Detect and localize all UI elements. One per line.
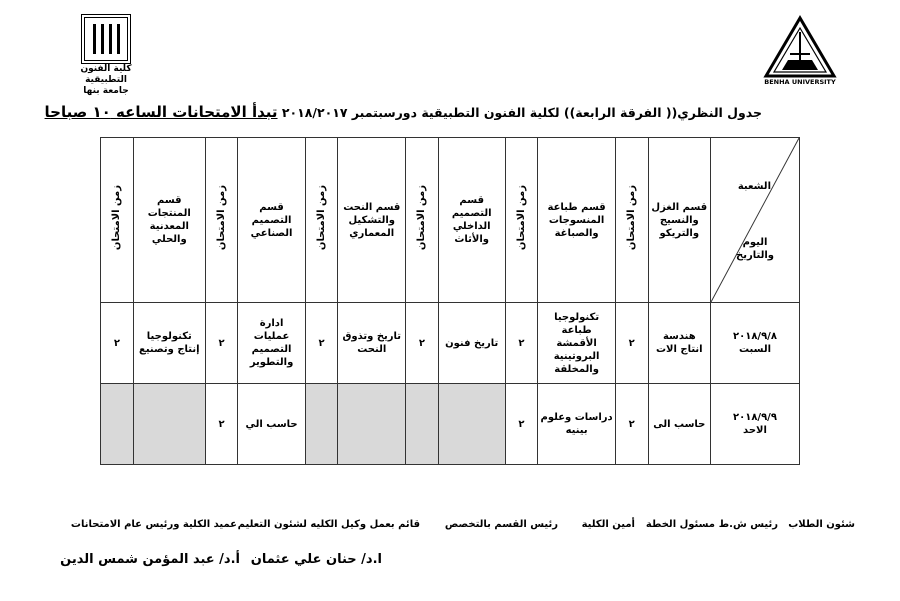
university-name: جامعة بنها xyxy=(83,86,129,96)
svg-text:BENHA UNIVERSITY: BENHA UNIVERSITY xyxy=(764,78,836,86)
dept-header: قسم التصميم الداخلي والأثاث xyxy=(438,138,505,303)
time-cell: ٢ xyxy=(615,384,648,465)
dept-header: قسم الغزل والنسيج والتريكو xyxy=(648,138,710,303)
college-emblem-icon xyxy=(81,14,131,64)
dept-header: قسم النحت والتشكيل المعماري xyxy=(338,138,406,303)
empty-cell xyxy=(438,384,505,465)
subject-cell: دراسات وعلوم بينيه xyxy=(538,384,615,465)
date-cell xyxy=(710,303,799,384)
college-name: كلية الفنون التطبيقية xyxy=(80,64,132,85)
empty-cell xyxy=(133,384,205,465)
university-logo xyxy=(760,14,840,86)
vice-dean-name: ا.د/ حنان علي عثمان xyxy=(250,552,382,567)
signature-dept-head: رئيس القسم بالتخصص xyxy=(444,519,558,530)
title-start-time: تبدأ الامتحانات الساعه ١٠ صباحا xyxy=(44,103,278,121)
date-value: ٢٠١٨/٩/٩ xyxy=(733,412,777,423)
subject-cell: حاسب الي xyxy=(238,384,305,465)
empty-cell xyxy=(406,384,439,465)
table-row xyxy=(101,303,800,384)
dept-header: قسم التصميم الصناعي xyxy=(238,138,305,303)
day-value: السبت xyxy=(738,344,771,355)
time-cell: ٢ xyxy=(101,303,134,384)
time-cell: ٢ xyxy=(305,303,338,384)
date-cell xyxy=(710,384,799,465)
empty-cell xyxy=(101,384,134,465)
exam-schedule-table xyxy=(100,137,800,465)
time-header: زمن الامتحان xyxy=(505,138,538,303)
day-date-label: اليوم والتاريخ xyxy=(736,237,774,261)
table-row xyxy=(101,384,800,465)
dean-name: أ.د/ عبد المؤمن شمس الدين xyxy=(60,552,240,567)
subject-cell: تاريخ فنون xyxy=(438,303,505,384)
signature-student-affairs: شئون الطلاب xyxy=(788,519,855,530)
signature-plan-officer: مسئول الخطة xyxy=(645,519,715,530)
dept-header: قسم المنتجات المعدنية والحلي xyxy=(133,138,205,303)
division-label: الشعبة xyxy=(737,181,771,192)
time-cell: ٢ xyxy=(505,303,538,384)
date-value: ٢٠١٨/٩/٨ xyxy=(733,331,777,342)
time-cell: ٢ xyxy=(205,384,238,465)
subject-cell: تكنولوجيا طباعة الأقمشة البروتينية والمخلقة xyxy=(538,303,615,384)
empty-cell xyxy=(338,384,406,465)
signature-dean: عميد الكلية ورئيس عام الامتحانات xyxy=(70,519,237,530)
subject-cell: حاسب الى xyxy=(648,384,710,465)
subject-cell: هندسة انتاج الات xyxy=(648,303,710,384)
time-header: زمن الامتحان xyxy=(101,138,134,303)
time-cell: ٢ xyxy=(505,384,538,465)
signature-vice-dean: قائم بعمل وكيل الكليه لشئون التعليم xyxy=(237,519,420,530)
pyramid-emblem-icon xyxy=(760,14,840,86)
empty-cell xyxy=(305,384,338,465)
dept-header: قسم طباعة المنسوجات والصباغة xyxy=(538,138,615,303)
time-cell: ٢ xyxy=(205,303,238,384)
corner-header-cell xyxy=(710,138,799,303)
time-cell: ٢ xyxy=(615,303,648,384)
college-logo xyxy=(62,14,150,97)
day-value: الاحد xyxy=(743,425,767,436)
table-header-row xyxy=(101,138,800,303)
schedule-title xyxy=(44,103,762,121)
time-cell: ٢ xyxy=(406,303,439,384)
time-header: زمن الامتحان xyxy=(305,138,338,303)
subject-cell: تكنولوجيا إنتاج وتصنيع xyxy=(133,303,205,384)
time-header: زمن الامتحان xyxy=(205,138,238,303)
signature-head-student-affairs: رئيس ش.ط xyxy=(718,519,778,530)
title-main: جدول النظري(( الفرقة الرابعة)) لكلية الفنون التطبيقية دورسبتمبر ٢٠١٨/٢٠١٧ xyxy=(281,105,762,120)
time-header: زمن الامتحان xyxy=(406,138,439,303)
time-header: زمن الامتحان xyxy=(615,138,648,303)
signature-college-secretary: أمين الكلية xyxy=(581,519,635,530)
subject-cell: تاريخ وتذوق النحت xyxy=(338,303,406,384)
subject-cell: ادارة عمليات التصميم والتطوير xyxy=(238,303,305,384)
